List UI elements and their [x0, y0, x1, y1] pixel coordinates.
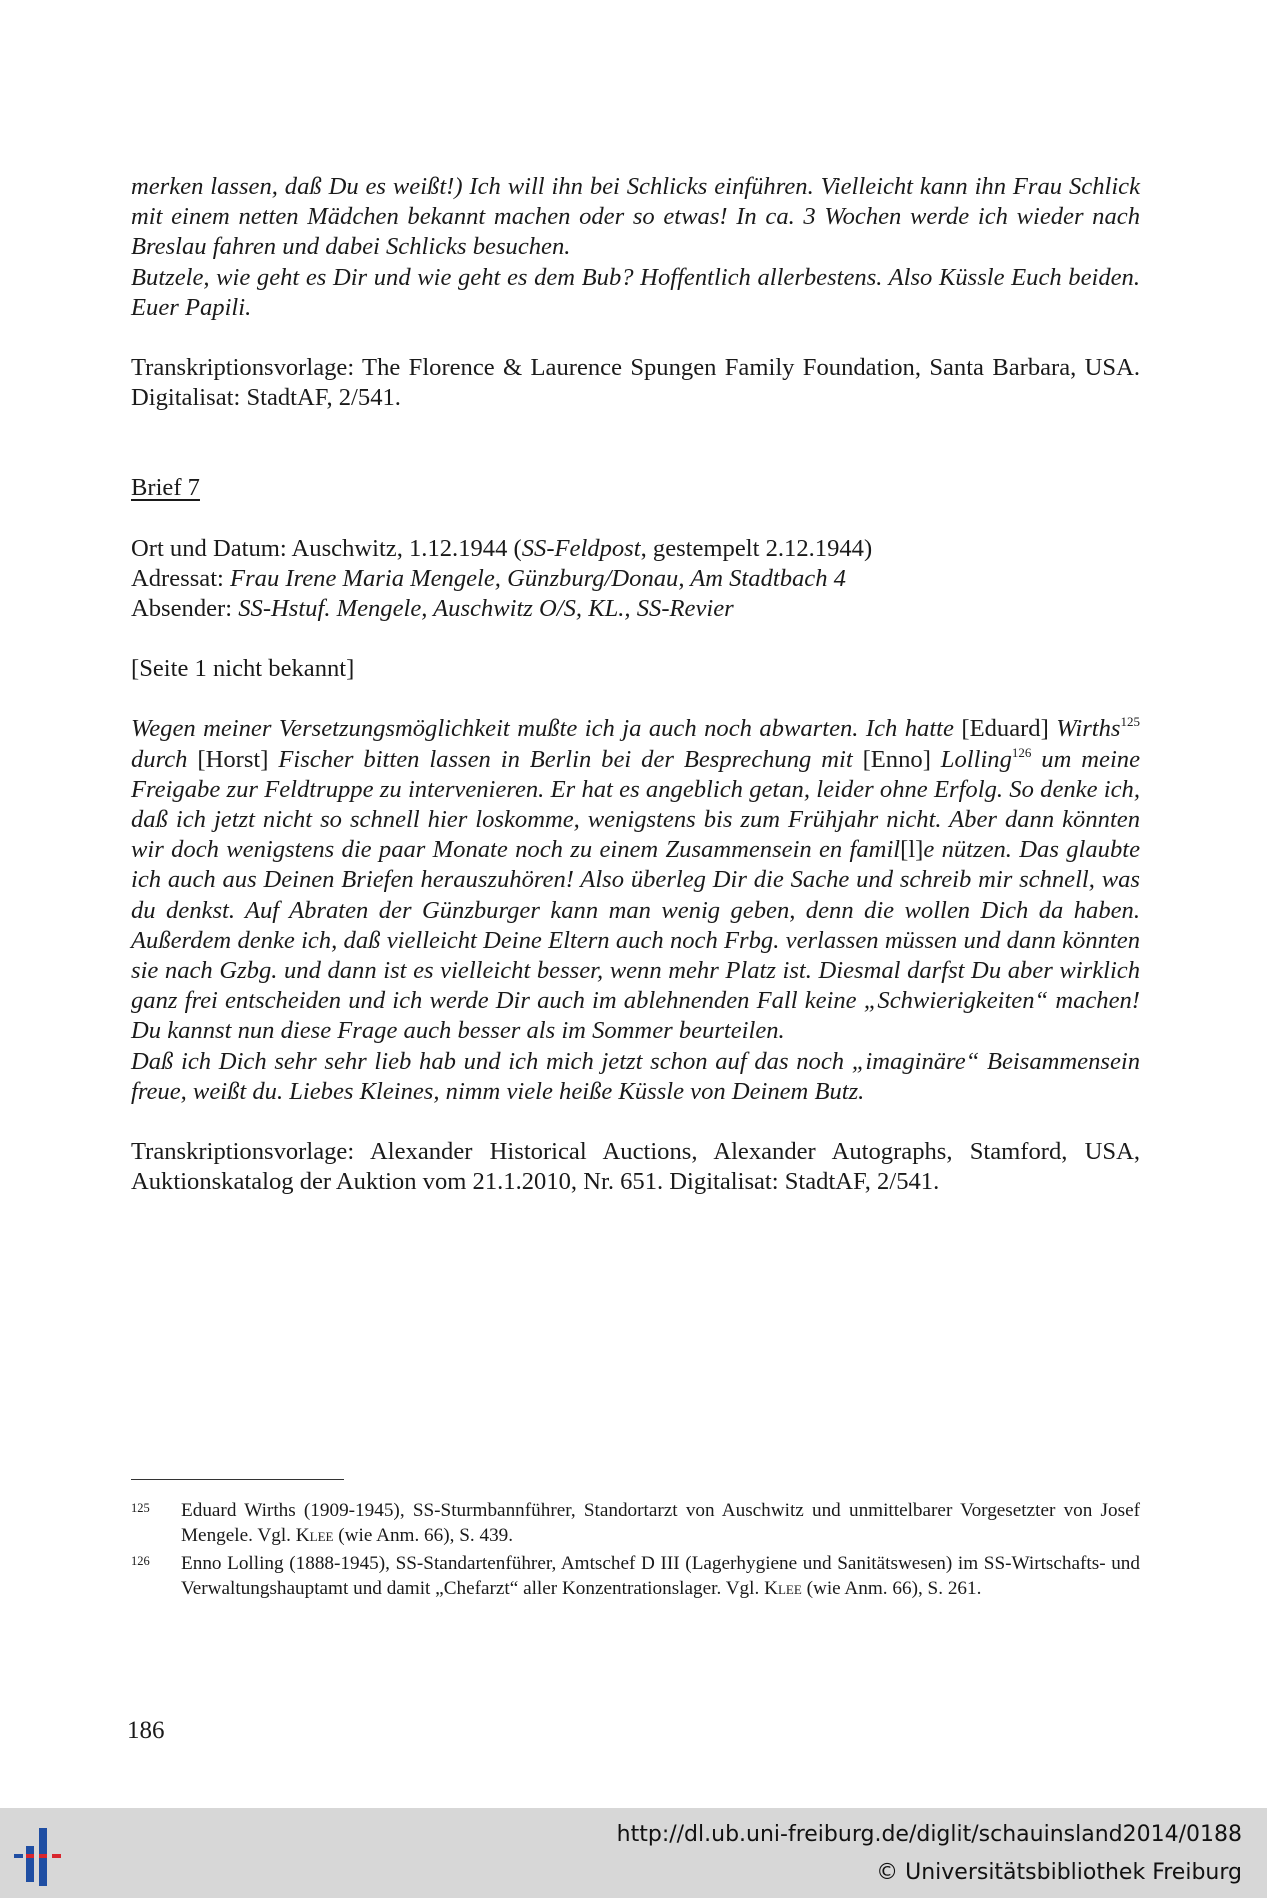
footnote-126	[131, 1552, 1140, 1601]
document-body	[131, 172, 1140, 1197]
footnote-ref-126[interactable]: 126	[1011, 744, 1032, 760]
letter-7-body-paragraph: Wegen meiner Versetzungsmöglichkeit mußte ich ja auch noch abwarten. Ich hatte [Eduard] Wirths$^{125}$ durch [Horst] Fischer bitten lassen in Berlin bei der Besprechung mit [Enno] Lolling$^{126}$ um meine Freigabe zur Feldtruppe zu intervenieren. Er hat es angeblich getan, leider ohne Erfolg. So denke ich, daß ich jetzt nicht so schnell hier loskomme, wenigstens bis zum Frühjahr nicht. Aber dann könnten wir doch wenigstens die paar Monate noch zu einem Zusammensein en famil[l]e nützen. Das glaubte ich auch aus Deinen Briefen herauszuhören! Also überleg Dir die Sache und schreib mir schnell, was du denkst. Auf Abraten der Günzburger kann man wenig geben, denn die wollen Dich da haben. Außerdem denke ich, daß vielleicht Deine Eltern auch noch Frbg. verlassen müssen und dann könnten sie nach Gzbg. und dann ist es vielleicht besser, wenn mehr Platz ist. Diesmal darfst Du aber wirklich ganz frei entscheiden und ich werde Dir auch im ablehnenden Fall keine „Schwierigkeiten“ machen! Du kannst nun diese Frage auch besser als im Sommer beurteilen.	[131, 714, 1141, 1045]
footnote-text: Enno Lolling (1888-1945), SS-Standartenführer, Amtschef D III (Lagerhygiene und Sanitätswesen) im SS-Wirtschafts- und Verwaltungshauptamt und damit „Chefarzt“ aller Konzentrationslager. Vgl. Klee (wie Anm. 66), S. 261.	[181, 1553, 1140, 1599]
permalink-url[interactable]: http://dl.ub.uni-freiburg.de/diglit/schauinsland2014/0188	[616, 1822, 1242, 1847]
letter-6-source-note: Transkriptionsvorlage: The Florence & Laurence Spungen Family Foundation, Santa Barbara, USA. Digitalisat: StadtAF, 2/541.	[131, 354, 1140, 412]
footnote-ref-125[interactable]: 125	[1120, 714, 1140, 730]
footnote-divider	[131, 1479, 344, 1480]
footnote-text: Eduard Wirths (1909-1945), SS-Sturmbannführer, Standortarzt von Auschwitz und unmittelbarer Vorgesetzter von Josef Mengele. Vgl. Klee (wie Anm. 66), S. 439.	[181, 1500, 1140, 1546]
library-footer	[0, 1808, 1267, 1898]
letter-7-sender: Absender: SS-Hstuf. Mengele, Auschwitz O/S, KL., SS-Revier	[131, 595, 734, 623]
letter-7-page-note: [Seite 1 nicht bekannt]	[131, 655, 355, 683]
ub-freiburg-logo-icon[interactable]	[12, 1824, 82, 1888]
footnote-125	[131, 1499, 1140, 1548]
letter-7-source-note: Transkriptionsvorlage: Alexander Historical Auctions, Alexander Autographs, Stamford, USA, Auktionskatalog der Auktion vom 21.1.2010, Nr. 651. Digitalisat: StadtAF, 2/541.	[131, 1138, 1140, 1196]
letter-7-closing: Daß ich Dich sehr sehr lieb hab und ich mich jetzt schon auf das noch „imaginäre“ Beisammensein freue, weißt du. Liebes Kleines, nimm viele heiße Küssle von Deinem Butz.	[131, 1047, 1140, 1105]
letter-7-heading: Brief 7	[131, 474, 200, 502]
copyright-notice: © Universitätsbibliothek Freiburg	[876, 1860, 1242, 1885]
letter-7-place-date: Ort und Datum: Auschwitz, 1.12.1944 (SS-Feldpost, gestempelt 2.12.1944)	[131, 534, 873, 562]
letter-7-addressee: Adressat: Frau Irene Maria Mengele, Günzburg/Donau, Am Stadtbach 4	[131, 564, 846, 592]
letter-6-signoff: Butzele, wie geht es Dir und wie geht es dem Bub? Hoffentlich allerbestens. Also Küssle Euch beiden. Euer Papili.	[131, 263, 1140, 321]
page-number: 186	[127, 1717, 165, 1744]
footnotes	[131, 1499, 1140, 1605]
letter-6-closing-paragraph: merken lassen, daß Du es weißt!) Ich will ihn bei Schlicks einführen. Vielleicht kann ihn Frau Schlick mit einem netten Mädchen bekannt machen oder so etwas! In ca. 3 Wochen werde ich wieder nach Breslau fahren und dabei Schlicks besuchen.	[131, 173, 1140, 261]
footnote-number: 126	[131, 1554, 150, 1568]
footnote-number: 125	[131, 1501, 150, 1515]
